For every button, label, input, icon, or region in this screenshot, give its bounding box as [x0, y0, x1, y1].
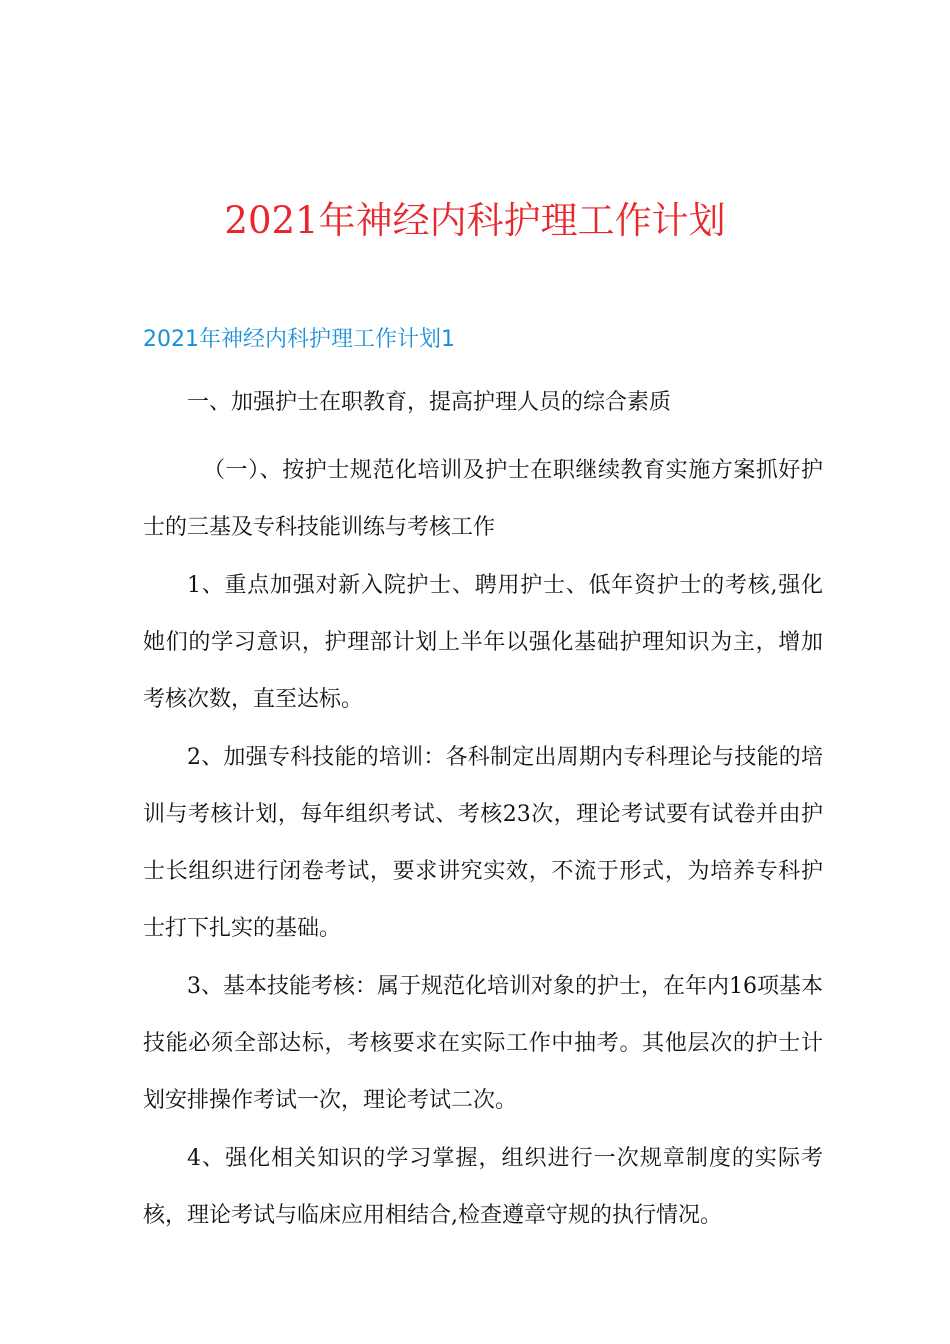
paragraph-5: 3、基本技能考核：属于规范化培训对象的护士，在年内16项基本技能必须全部达标，考核要求在实际工作中抽考。其他层次的护士计划安排操作考试一次，理论考试二次。 — [143, 974, 823, 1113]
document-title: 2021年神经内科护理工作计划 — [224, 199, 726, 242]
paragraph-6: 4、强化相关知识的学习掌握，组织进行一次规章制度的实际考核，理论考试与临床应用相结合,检查遵章守规的执行情况。 — [143, 1146, 823, 1228]
paragraph-4: 2、加强专科技能的培训：各科制定出周期内专科理论与技能的培训与考核计划，每年组织考试、考核23次，理论考试要有试卷并由护士长组织进行闭卷考试，要求讲究实效，不流于形式，为培养专科护士打下扎实的基础。 — [143, 745, 823, 941]
section-heading: 2021年神经内科护理工作计划1 — [143, 327, 455, 352]
paragraph-1: 一、加强护士在职教育，提高护理人员的综合素质 — [187, 390, 672, 415]
paragraph-3: 1、重点加强对新入院护士、聘用护士、低年资护士的考核,强化她们的学习意识，护理部计划上半年以强化基础护理知识为主，增加考核次数，直至达标。 — [143, 573, 823, 712]
paragraph-2: （一）、按护士规范化培训及护士在职继续教育实施方案抓好护士的三基及专科技能训练与考核工作 — [143, 458, 823, 540]
